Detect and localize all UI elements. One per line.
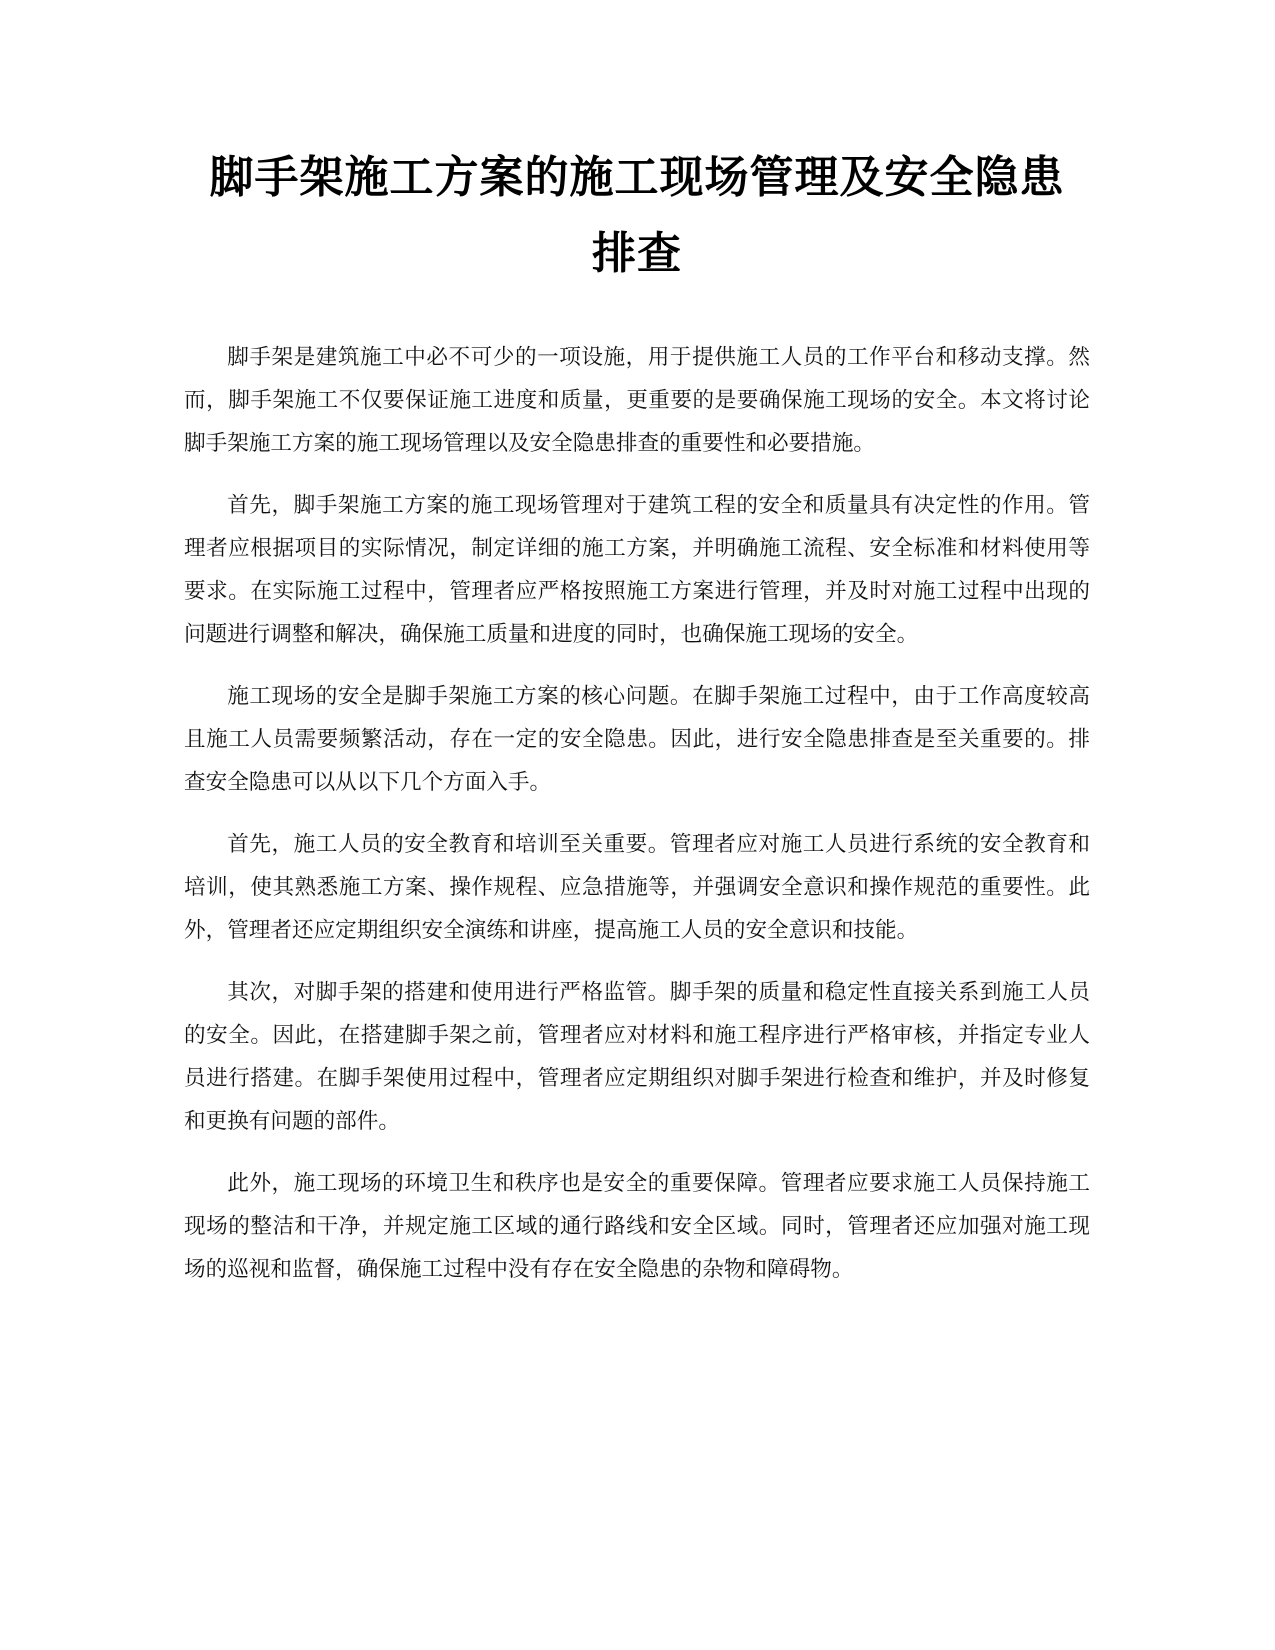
paragraph-intro: 脚手架是建筑施工中必不可少的一项设施，用于提供施工人员的工作平台和移动支撑。然而，脚手架施工不仅要保证施工进度和质量，更重要的是要确保施工现场的安全。本文将讨论脚手架施工方案的施工现场管理以及安全隐患排查的重要性和必要措施。	[184, 345, 1090, 456]
paragraph-safety-training: 首先，施工人员的安全教育和培训至关重要。管理者应对施工人员进行系统的安全教育和培训，使其熟悉施工方案、操作规程、应急措施等，并强调安全意识和操作规范的重要性。此外，管理者还应定期组织安全演练和讲座，提高施工人员的安全意识和技能。	[184, 832, 1090, 943]
document-page	[184, 140, 1090, 1310]
title-line-2: 排查	[592, 228, 682, 279]
paragraph-scaffold-supervision: 其次，对脚手架的搭建和使用进行严格监管。脚手架的质量和稳定性直接关系到施工人员的安全。因此，在搭建脚手架之前，管理者应对材料和施工程序进行严格审核，并指定专业人员进行搭建。在脚手架使用过程中，管理者应定期组织对脚手架进行检查和维护，并及时修复和更换有问题的部件。	[184, 980, 1090, 1134]
paragraph-site-environment: 此外，施工现场的环境卫生和秩序也是安全的重要保障。管理者应要求施工人员保持施工现场的整洁和干净，并规定施工区域的通行路线和安全区域。同时，管理者还应加强对施工现场的巡视和监督，确保施工过程中没有存在安全隐患的杂物和障碍物。	[184, 1171, 1090, 1282]
title-line-1: 脚手架施工方案的施工现场管理及安全隐患	[209, 152, 1065, 203]
paragraph-site-safety: 施工现场的安全是脚手架施工方案的核心问题。在脚手架施工过程中，由于工作高度较高且施工人员需要频繁活动，存在一定的安全隐患。因此，进行安全隐患排查是至关重要的。排查安全隐患可以从以下几个方面入手。	[184, 684, 1090, 795]
document-body	[184, 336, 1090, 1291]
paragraph-site-management: 首先，脚手架施工方案的施工现场管理对于建筑工程的安全和质量具有决定性的作用。管理者应根据项目的实际情况，制定详细的施工方案，并明确施工流程、安全标准和材料使用等要求。在实际施工过程中，管理者应严格按照施工方案进行管理，并及时对施工过程中出现的问题进行调整和解决，确保施工质量和进度的同时，也确保施工现场的安全。	[184, 493, 1090, 647]
document-title	[184, 140, 1090, 292]
